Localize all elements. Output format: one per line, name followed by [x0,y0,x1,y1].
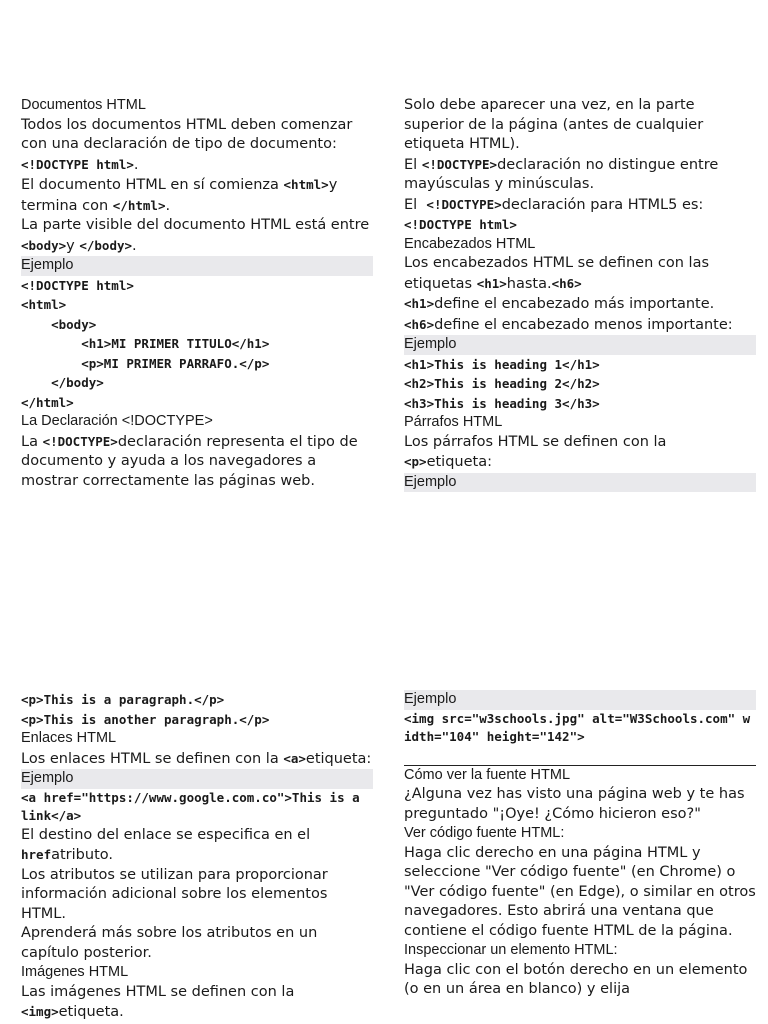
example-label: Ejemplo [404,473,756,493]
code-line: <p>MI PRIMER PARRAFO.</p> [21,355,270,371]
section-title-imagenes: Imágenes HTML [21,964,129,980]
code-line: <html> [21,297,67,312]
code-line: <!DOCTYPE html> [404,217,517,232]
paragraph-atributos: Los atributos se utilizan para proporcionar información adicional sobre los elementos HTML. [21,866,333,922]
code-line: </body> [21,375,104,390]
section-title-enlaces: Enlaces HTML [21,730,117,746]
code-line: <img src="w3schools.jpg" alt="W3Schools.com" width="104" height="142"> [404,710,751,744]
paragraph-fuente: ¿Alguna vez has visto una página web y te has preguntado "¡Oye! ¿Cómo hicieron eso?" [404,786,750,822]
code-line: <h1>This is heading 1</h1> [404,356,600,372]
paragraph-case: El <!DOCTYPE>declaración no distingue entre mayúsculas y minúsculas. [404,156,723,192]
code-line: <p>This is a paragraph.</p> [21,692,225,707]
section-title-inspeccionar: Inspeccionar un elemento HTML: [404,942,618,958]
paragraph-html5: El <!DOCTYPE>declaración para HTML5 es: [404,196,704,213]
section-title-parrafos: Párrafos HTML [404,414,503,430]
paragraph-ver-codigo: Haga clic derecho en una página HTML y seleccione "Ver código fuente" (en Chrome) o "Ver código fuente" (en Edge), o similar en otros navegadores. Esto abrirá una ventana que contiene el código fuente HTML de la página. [404,844,761,939]
code-line: <a href="https://www.google.com.co">This is a link</a> [21,789,368,823]
example-label: Ejemplo [404,690,756,710]
paragraph-doctype-intro: Todos los documentos HTML deben comenzar con una declaración de tipo de documento: <!DOCTYPE html>. [21,116,357,173]
code-block [21,690,373,729]
section-title-ver-codigo: Ver código fuente HTML: [404,825,565,841]
paragraph-destino: El destino del enlace se especifica en el hrefatributo. [21,826,315,863]
paragraph-imagenes: Las imágenes HTML se definen con la <img>etiqueta. [21,983,299,1020]
paragraph-enlaces: Los enlaces HTML se definen con la <a>etiqueta: [21,750,372,767]
code-line: <h2>This is heading 2</h2> [404,376,600,391]
example-label: Ejemplo [404,335,756,355]
code-line: <!DOCTYPE html> [21,277,134,293]
paragraph-declaracion: La <!DOCTYPE>declaración representa el tipo de documento y ayuda a los navegadores a mostrar correctamente las páginas web. [21,433,363,489]
paragraph-body-tag: La parte visible del documento HTML está entre <body>y </body>. [21,217,374,254]
section-title-declaracion: La Declaración <!DOCTYPE> [21,413,213,429]
code-line: </html> [21,394,74,410]
section-title-fuente: Cómo ver la fuente HTML [404,766,571,783]
code-block [404,355,756,414]
column-top-right [404,96,756,492]
section-title-encabezados: Encabezados HTML [404,235,536,252]
example-label: Ejemplo [21,256,373,276]
paragraph-aprendera: Aprenderá más sobre los atributos en un capítulo posterior. [21,925,322,961]
paragraph-parrafos: Los párrafos HTML se definen con la <p>etiqueta: [404,433,672,470]
paragraph-inspeccionar: Haga clic con el botón derecho en un elemento (o en un área en blanco) y elija [404,961,753,997]
paragraph-html-tag: El documento HTML en sí comienza <html>y termina con </html>. [21,177,342,214]
paragraph-headings: Los encabezados HTML se definen con las etiquetas <h1>hasta.<h6> <h1>define el encabezado más importante. <h6>define el encabezado menos importante: [404,255,733,333]
code-block [21,276,373,413]
paragraph-once: Solo debe aparecer una vez, en la parte superior de la página (antes de cualquier etiqueta HTML). [404,97,708,152]
column-top-left [21,96,373,491]
code-line: <h1>MI PRIMER TITULO</h1> [21,336,270,351]
section-title-documentos: Documentos HTML [21,97,146,113]
code-line: <p>This is another paragraph.</p> [21,711,270,727]
column-bottom-left [21,690,373,1023]
example-label: Ejemplo [21,769,373,789]
code-line: <body> [21,316,97,332]
code-line: <h3>This is heading 3</h3> [404,395,600,411]
column-bottom-right [404,690,761,1000]
